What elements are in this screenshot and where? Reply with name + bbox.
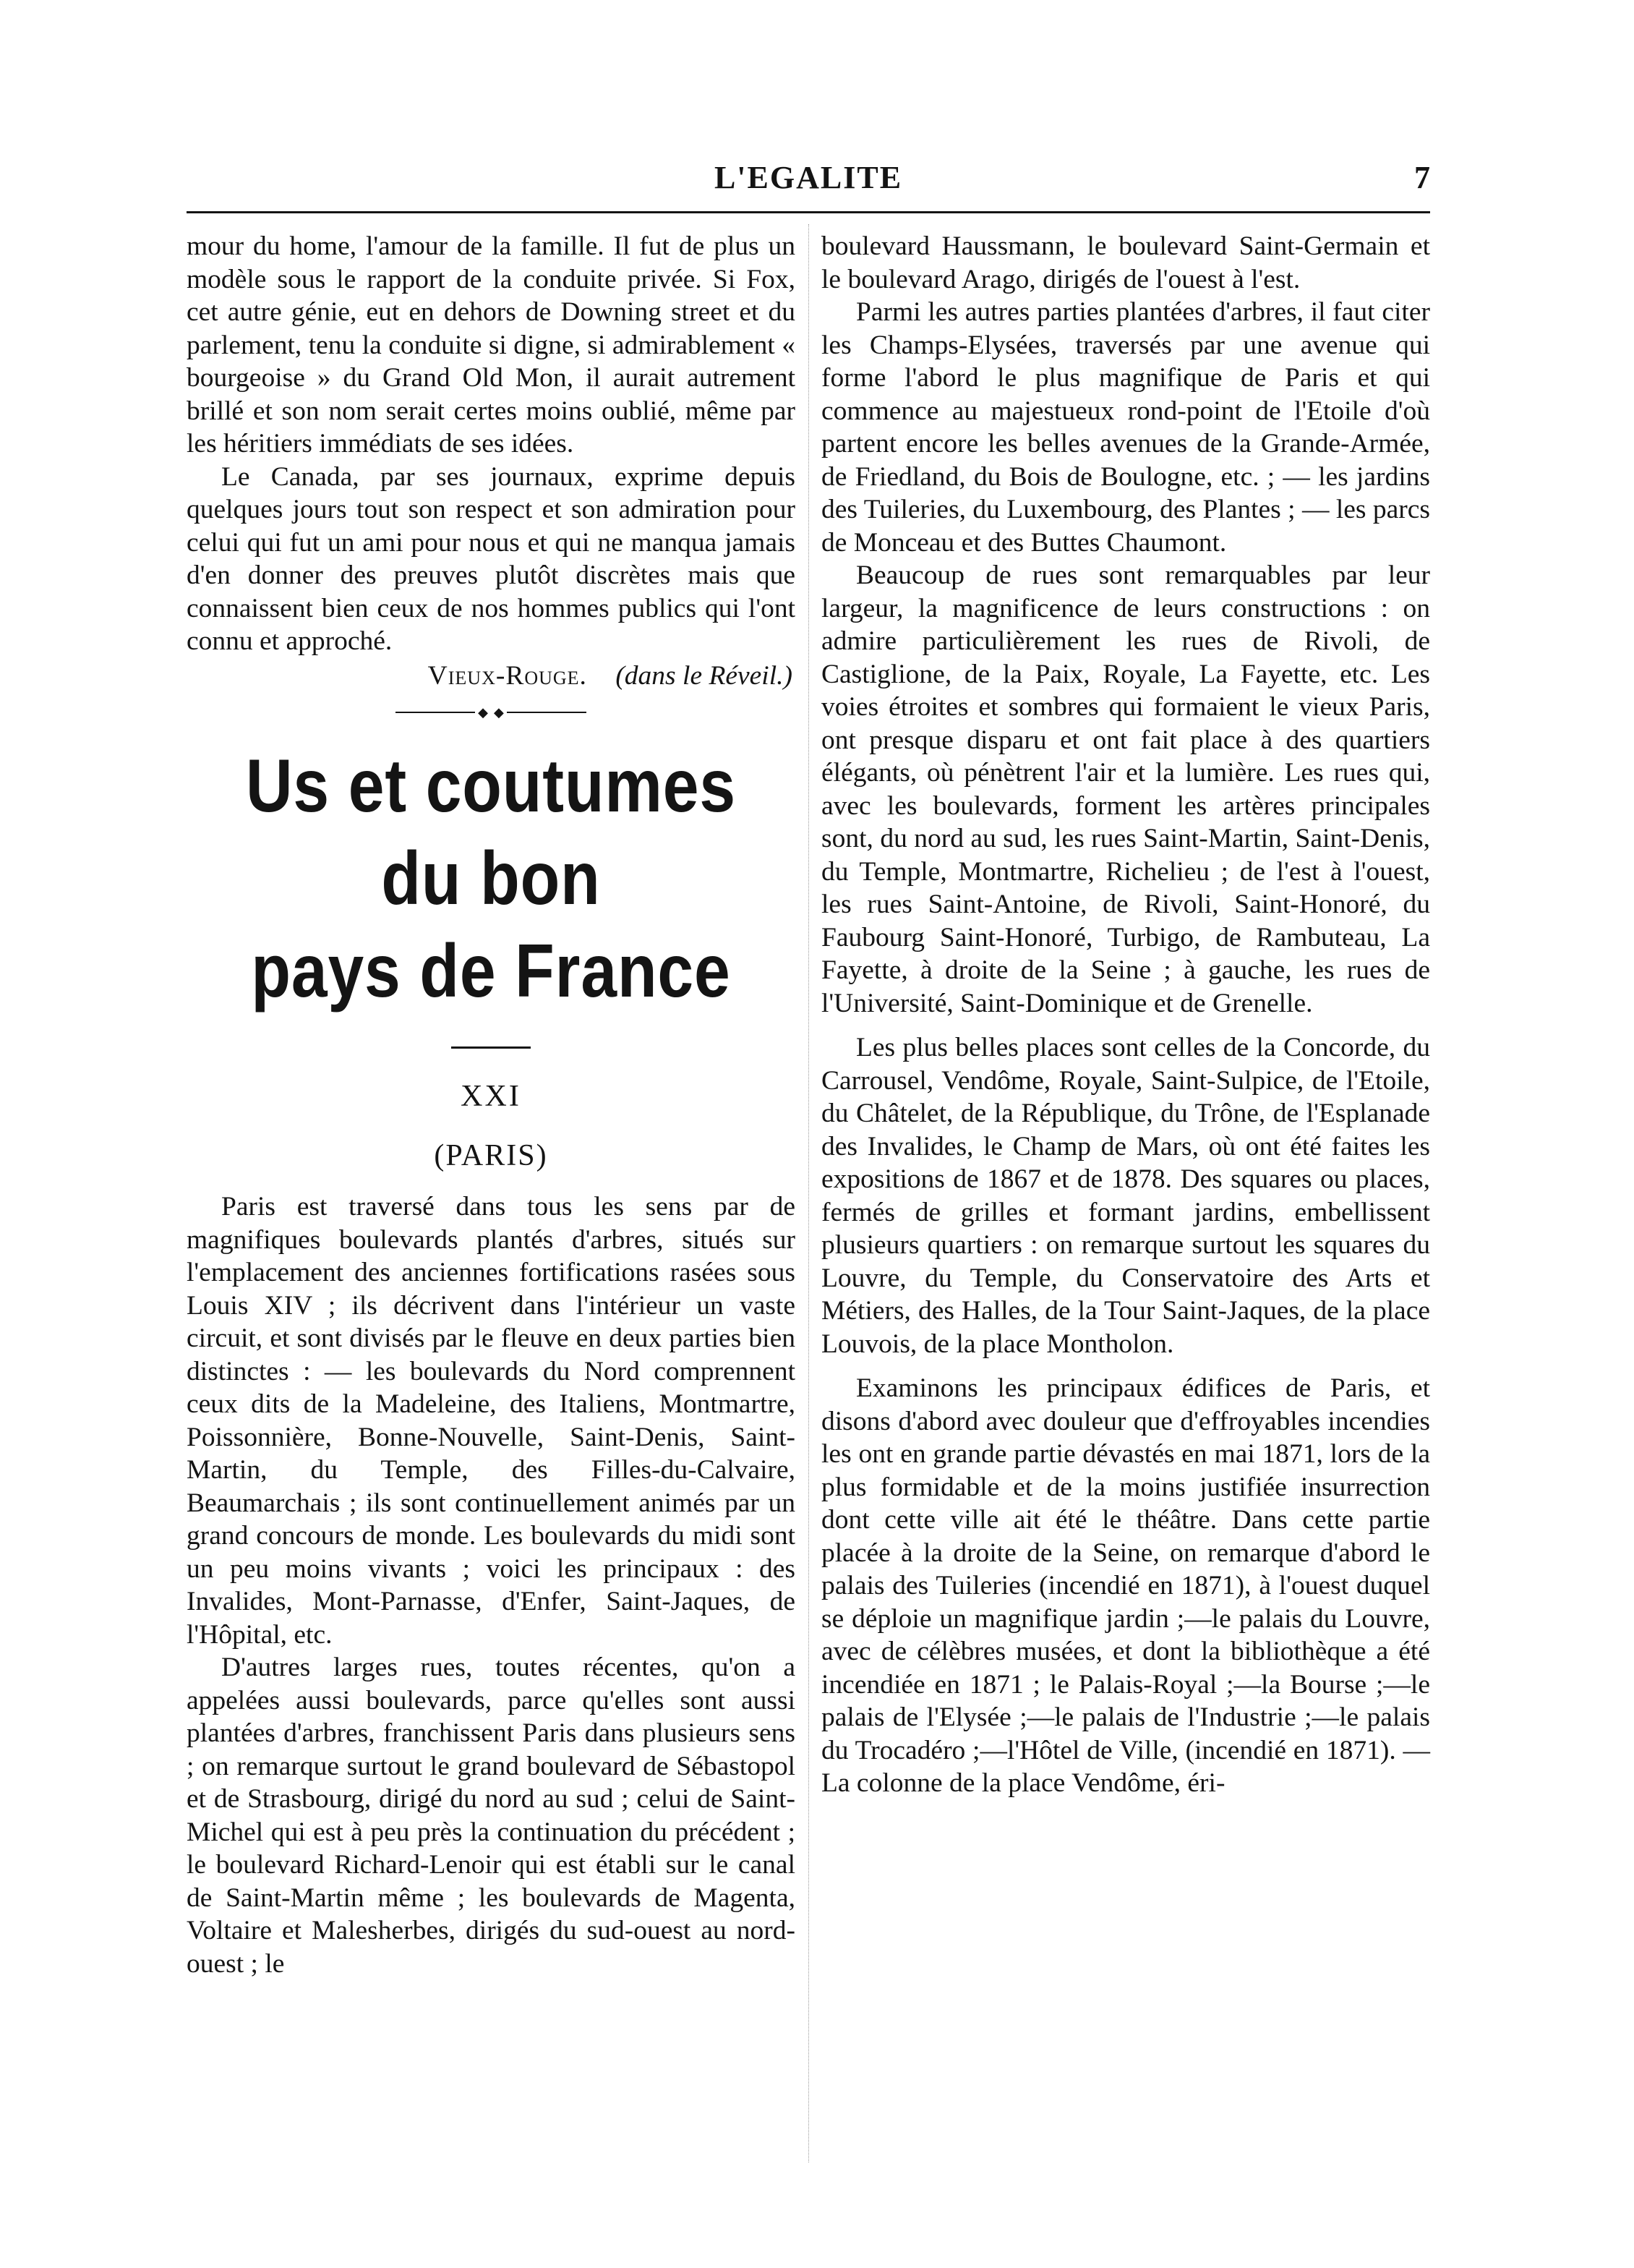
signature-source: (dans le Réveil.) xyxy=(615,660,792,691)
paragraph: boulevard Haussmann, le boulevard Saint-Germain et le boulevard Arago, dirigés de l'ouest à l'est. xyxy=(821,231,1430,294)
paragraph: Examinons les principaux édifices de Paris, et disons d'abord avec douleur que d'effroyables incendies les ont en grande partie dévastés en mai 1871, lors de la plus formidable et de la moins justifiée insurrection dont cette ville ait été le théâtre. Dans cette partie placée à la droite de la Seine, on remarque d'abord le palais des Tuileries (incendié en 1871), à l'ouest duquel se déploie un magnifique jardin ;—le palais du Louvre, avec de célèbres musées, et dont la bibliothèque a été incendiée en 1871 ; le Palais-Royal ;—la Bourse ;—le palais de l'Elysée ;—le palais de l'Industrie ;—le palais du Trocadéro ;—l'Hôtel de Ville, (incendié en 1871). — La colonne de la place Vendôme, éri- xyxy=(821,1373,1430,1798)
running-title: L'EGALITE xyxy=(714,160,903,195)
chapter-number: XXI xyxy=(461,1080,521,1113)
article-title xyxy=(229,740,753,1018)
chapter-subtitle: (PARIS) xyxy=(434,1139,548,1172)
ornament-divider: ◆ ◆ xyxy=(187,698,795,727)
right-column xyxy=(821,230,1430,1800)
signature xyxy=(187,660,795,693)
paragraph: Le Canada, par ses journaux, exprime depuis quelques jours tout son respect et son admiration pour celui qui fut un ami pour nous et qui ne manqua jamais d'en donner des preuves plutôt discrètes mais que connaissent bien ceux de nos hommes publics qui l'ont connu et approché. xyxy=(187,461,795,656)
article-title-line: pays de France xyxy=(251,929,731,1013)
header-rule xyxy=(187,211,1430,213)
title-rule xyxy=(451,1046,531,1049)
paragraph: mour du home, l'amour de la famille. Il fut de plus un modèle sous le rapport de la conduite privée. Si Fox, cet autre génie, eut en dehors de Downing street et du parlement, tenu la conduite si digne, si admirablement « bourgeoise » du Grand Old Mon, il aurait autrement brillé et son nom serait certes moins oublié, même par les héritiers immédiats de ses idées. xyxy=(187,231,795,459)
column-divider xyxy=(808,224,809,2162)
paragraph: Les plus belles places sont celles de la Concorde, du Carrousel, Vendôme, Royale, Saint-Sulpice, de l'Etoile, du Châtelet, de la République, du Trône, de l'Esplanade des Invalides, le Champ de Mars, où ont été faites les expositions de 1867 et de 1878. Des squares ou places, fermés de grilles et formant jardins, embellissent plusieurs quartiers : on remarque surtout les squares du Louvre, du Temple, du Conservatoire des Arts et Métiers, des Halles, de la Tour Saint-Jaques, de la place Louvois, de la place Montholon. xyxy=(821,1033,1430,1359)
page-number: 7 xyxy=(1414,160,1430,195)
paragraph: Beaucoup de rues sont remarquables par leur largeur, la magnificence de leurs constructions : on admire particulièrement les rues de Rivoli, de Castiglione, de la Paix, Royale, La Fayette, etc. Les voies étroites et sombres qui formaient le vieux Paris, ont presque disparu et ont fait place à des quartiers élégants, où pénètrent l'air et la lumière. Les rues qui, avec les boulevards, forment les artères principales sont, du nord au sud, les rues Saint-Martin, Saint-Denis, du Temple, Montmartre, Richelieu ; de l'est à l'ouest, les rues Saint-Antoine, de Rivoli, Saint-Honoré, du Faubourg Saint-Honoré, Turbigo, de Rambuteau, La Fayette, à droite de la Seine ; à gauche, les rues de l'Université, Saint-Dominique et de Grenelle. xyxy=(821,560,1430,1018)
left-column xyxy=(187,230,795,1980)
signature-name: Vieux-Rouge. xyxy=(427,660,587,691)
paragraph: Paris est traversé dans tous les sens par de magnifiques boulevards plantés d'arbres, situés sur l'emplacement des anciennes fortifications rasées sous Louis XIV ; ils décrivent dans l'intérieur un vaste circuit, et sont divisés par le fleuve en deux parties bien distinctes : — les boulevards du Nord comprennent ceux dits de la Madeleine, des Italiens, Montmartre, Poissonnière, Bonne-Nouvelle, Saint-Denis, Saint-Martin, du Temple, des Filles-du-Calvaire, Beaumarchais ; ils sont continuellement animés par un grand concours de monde. Les boulevards du midi sont un peu moins vivants ; voici les principaux : des Invalides, Mont-Parnasse, d'Enfer, Saint-Jaques, de l'Hôpital, etc. xyxy=(187,1192,795,1650)
paragraph: Parmi les autres parties plantées d'arbres, il faut citer les Champs-Elysées, traversés par une avenue qui forme l'abord le plus magnifique de Paris et qui commence au majestueux rond-point de l'Etoile d'où partent encore les belles avenues de la Grande-Armée, de Friedland, du Bois de Boulogne, etc. ; — les jardins des Tuileries, du Luxembourg, des Plantes ; — les parcs de Monceau et des Buttes Chaumont. xyxy=(821,297,1430,558)
paragraph: D'autres larges rues, toutes récentes, qu'on a appelées aussi boulevards, parce qu'elles sont aussi plantées d'arbres, franchissent Paris dans plusieurs sens ; on remarque surtout le grand boulevard de Sébastopol et de Strasbourg, dirigé du nord au sud ; celui de Saint-Michel qui est à peu près la continuation du précédent ; le boulevard Richard-Lenoir qui est établi sur le canal de Saint-Martin même ; les boulevards de Magenta, Voltaire et Malesherbes, dirigés du sud-ouest au nord-ouest ; le xyxy=(187,1653,795,1979)
page-header xyxy=(187,159,1430,202)
article-title-line: Us et coutumes du bon xyxy=(245,744,737,921)
